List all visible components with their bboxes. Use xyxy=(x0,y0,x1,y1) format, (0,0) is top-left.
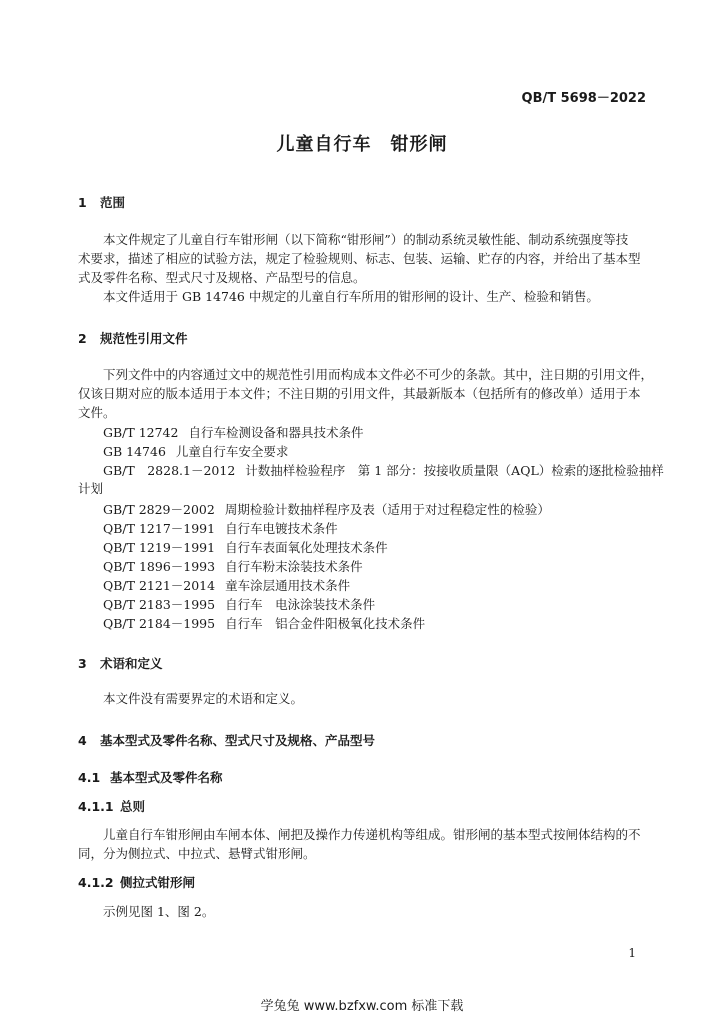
reference-code: QB/T 1217－1991 xyxy=(103,521,216,536)
section-number: 2 xyxy=(78,331,87,346)
reference-code: GB/T 2828.1－2012 xyxy=(103,463,236,478)
reference-item xyxy=(103,538,388,556)
reference-title: 自行车 铝合金件阳极氧化技术条件 xyxy=(225,616,426,631)
section-4-heading xyxy=(78,731,375,749)
reference-title: 自行车粉末涂装技术条件 xyxy=(225,559,363,574)
reference-code: QB/T 2184－1995 xyxy=(103,616,216,631)
section-title: 规范性引用文件 xyxy=(100,331,188,346)
section-1-heading xyxy=(78,193,125,211)
paragraph-line: 本文件规定了儿童自行车钳形闸（以下简称“钳形闸”）的制动系统灵敏性能、制动系统强度等技 xyxy=(103,232,629,247)
reference-title: 计数抽样检验程序 第 1 部分：按接收质量限（AQL）检索的逐批检验抽样 xyxy=(245,463,664,478)
section-title: 侧拉式钳形闸 xyxy=(120,875,196,890)
section-3-heading xyxy=(78,654,163,672)
reference-title: 自行车检测设备和器具技术条件 xyxy=(188,425,364,440)
section-number: 4.1.2 xyxy=(78,875,114,890)
section-title: 总则 xyxy=(120,799,146,814)
reference-title: 自行车表面氧化处理技术条件 xyxy=(225,540,388,555)
reference-item xyxy=(103,595,375,613)
reference-code: QB/T 1219－1991 xyxy=(103,540,216,555)
reference-item xyxy=(103,519,338,537)
section-4-1-1-heading xyxy=(78,797,145,815)
paragraph-line: 下列文件中的内容通过文中的规范性引用而构成本文件必不可少的条款。其中，注日期的引用文件， xyxy=(103,367,654,382)
section-4-1-heading xyxy=(78,768,223,786)
section-number: 4 xyxy=(78,733,87,748)
footer-watermark: 学兔兔 www.bzfxw.com 标准下载 xyxy=(260,999,464,1014)
reference-item xyxy=(103,423,363,441)
reference-code: GB/T 12742 xyxy=(103,425,179,440)
paragraph-line: 文件。 xyxy=(78,405,116,420)
paragraph-line: 本文件适用于 GB 14746 中规定的儿童自行车所用的钳形闸的设计、生产、检验和销售。 xyxy=(103,289,599,304)
section-number: 1 xyxy=(78,195,87,210)
section-title: 术语和定义 xyxy=(100,656,163,671)
reference-code: GB/T 2829－2002 xyxy=(103,502,215,517)
page-number: 1 xyxy=(628,946,636,960)
paragraph-line: 术要求，描述了相应的试验方法，规定了检验规则、标志、包装、运输、贮存的内容，并给出了基本型 xyxy=(78,251,641,266)
reference-item xyxy=(103,557,363,575)
reference-code: GB 14746 xyxy=(103,444,166,459)
section-title: 基本型式及零件名称、型式尺寸及规格、产品型号 xyxy=(100,733,376,748)
reference-code: QB/T 2121－2014 xyxy=(103,578,216,593)
section-number: 3 xyxy=(78,656,87,671)
reference-code: QB/T 2183－1995 xyxy=(103,597,216,612)
reference-title: 儿童自行车安全要求 xyxy=(175,444,289,459)
paragraph-line: 儿童自行车钳形闸由车闸本体、闸把及操作力传递机构等组成。钳形闸的基本型式按闸体结构的不 xyxy=(103,827,641,842)
section-number: 4.1.1 xyxy=(78,799,114,814)
paragraph-line: 式及零件名称、型式尺寸及规格、产品型号的信息。 xyxy=(78,270,366,285)
section-4-1-2-heading xyxy=(78,873,195,891)
reference-title: 周期检验计数抽样程序及表（适用于对过程稳定性的检验） xyxy=(224,502,550,517)
reference-code: QB/T 1896－1993 xyxy=(103,559,216,574)
section-number: 4.1 xyxy=(78,770,101,785)
document-title: 儿童自行车 钳形闸 xyxy=(276,134,448,155)
reference-item xyxy=(103,576,350,594)
reference-item xyxy=(103,442,288,460)
paragraph-line: 示例见图 1、图 2。 xyxy=(103,904,215,919)
reference-title: 自行车 电泳涂装技术条件 xyxy=(225,597,376,612)
reference-title: 童车涂层通用技术条件 xyxy=(225,578,351,593)
paragraph-line: 仅该日期对应的版本适用于本文件；不注日期的引用文件，其最新版本（包括所有的修改单）适用于本 xyxy=(78,386,641,401)
section-title: 范围 xyxy=(100,195,126,210)
section-title: 基本型式及零件名称 xyxy=(110,770,223,785)
reference-title: 自行车电镀技术条件 xyxy=(225,521,338,536)
reference-continuation: 计划 xyxy=(78,481,104,496)
reference-item xyxy=(103,500,550,518)
reference-item xyxy=(103,461,664,479)
reference-item xyxy=(103,614,425,632)
paragraph-line: 同，分为侧拉式、中拉式、悬臂式钳形闸。 xyxy=(78,846,316,861)
standard-code: QB/T 5698－2022 xyxy=(521,91,646,106)
paragraph-line: 本文件没有需要界定的术语和定义。 xyxy=(103,691,304,706)
section-2-heading xyxy=(78,329,188,347)
